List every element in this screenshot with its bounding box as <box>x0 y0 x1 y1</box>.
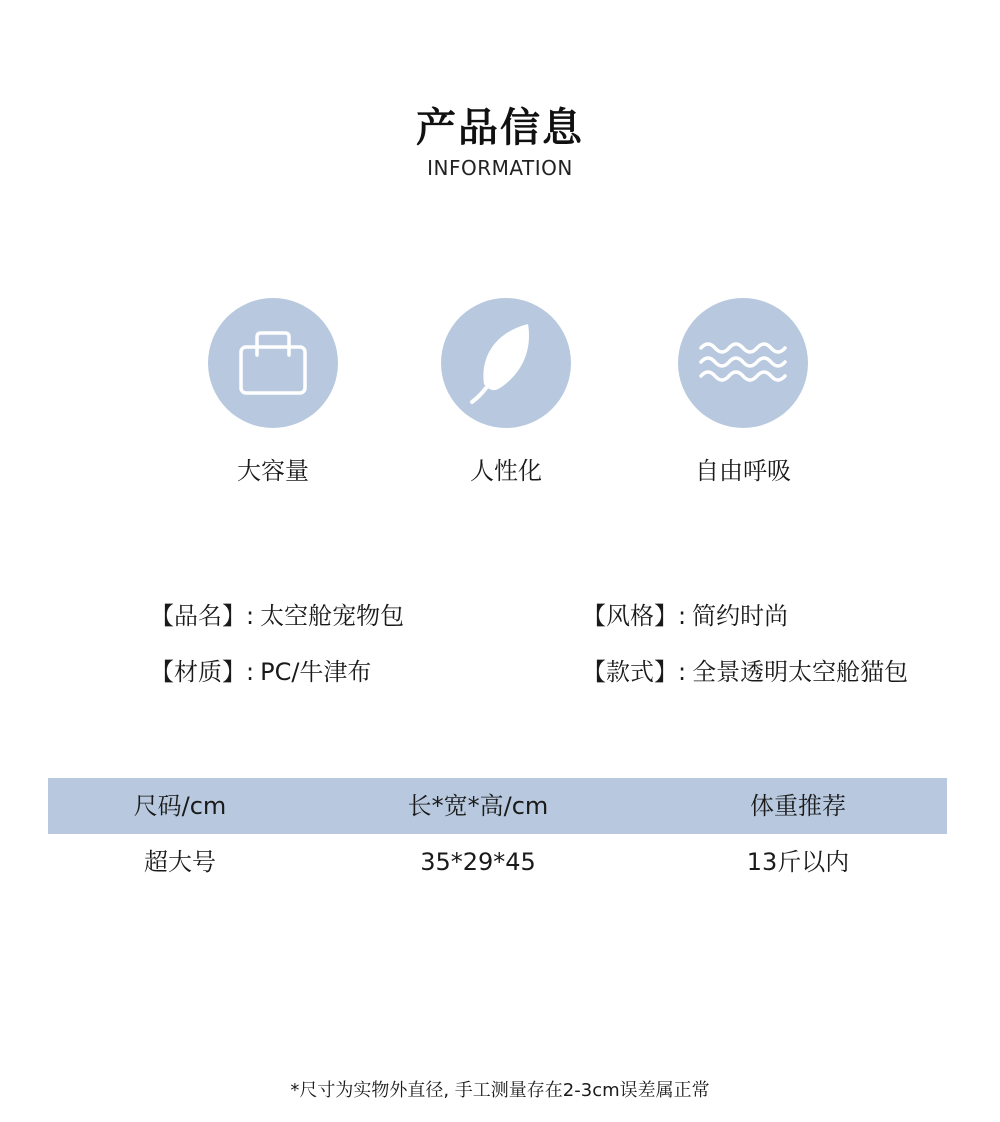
size-table <box>48 778 947 890</box>
feature-label: 自由呼吸 <box>695 457 791 485</box>
feature-label: 人性化 <box>470 457 542 485</box>
table-cell: 13斤以内 <box>746 848 850 876</box>
waves-icon <box>697 338 789 388</box>
feature-breathable <box>678 298 808 486</box>
feature-circle <box>208 298 338 428</box>
table-header-cell: 长*宽*高/cm <box>407 792 549 820</box>
spec-key: 【款式】: <box>582 658 687 686</box>
feature-ergonomic <box>441 298 571 486</box>
spec-key: 【材质】: <box>150 658 255 686</box>
spec-style <box>582 596 788 631</box>
feature-large-capacity <box>208 298 338 486</box>
footnote: *尺寸为实物外直径, 手工测量存在2-3cm误差属正常 <box>290 1080 710 1101</box>
spec-material <box>150 652 371 687</box>
table-header-cell: 体重推荐 <box>750 792 846 820</box>
spec-type <box>582 652 908 687</box>
spec-product-name <box>150 596 404 631</box>
table-header-row <box>48 778 947 834</box>
spec-value: 太空舱宠物包 <box>260 602 405 630</box>
spec-key: 【品名】: <box>150 602 255 630</box>
spec-value: 全景透明太空舱猫包 <box>692 658 909 686</box>
feature-label: 大容量 <box>237 457 309 485</box>
table-cell: 35*29*45 <box>420 848 536 876</box>
spec-value: PC/牛津布 <box>260 658 372 686</box>
spec-key: 【风格】: <box>582 602 687 630</box>
feature-circle <box>441 298 571 428</box>
bag-icon <box>233 323 313 403</box>
table-cell: 超大号 <box>144 848 216 876</box>
table-row <box>48 834 947 890</box>
table-header-cell: 尺码/cm <box>133 792 227 820</box>
feature-circle <box>678 298 808 428</box>
spec-value: 简约时尚 <box>692 602 789 630</box>
leaf-icon <box>466 318 546 408</box>
section-title: 产品信息 <box>416 105 584 151</box>
section-subtitle: INFORMATION <box>427 156 573 180</box>
